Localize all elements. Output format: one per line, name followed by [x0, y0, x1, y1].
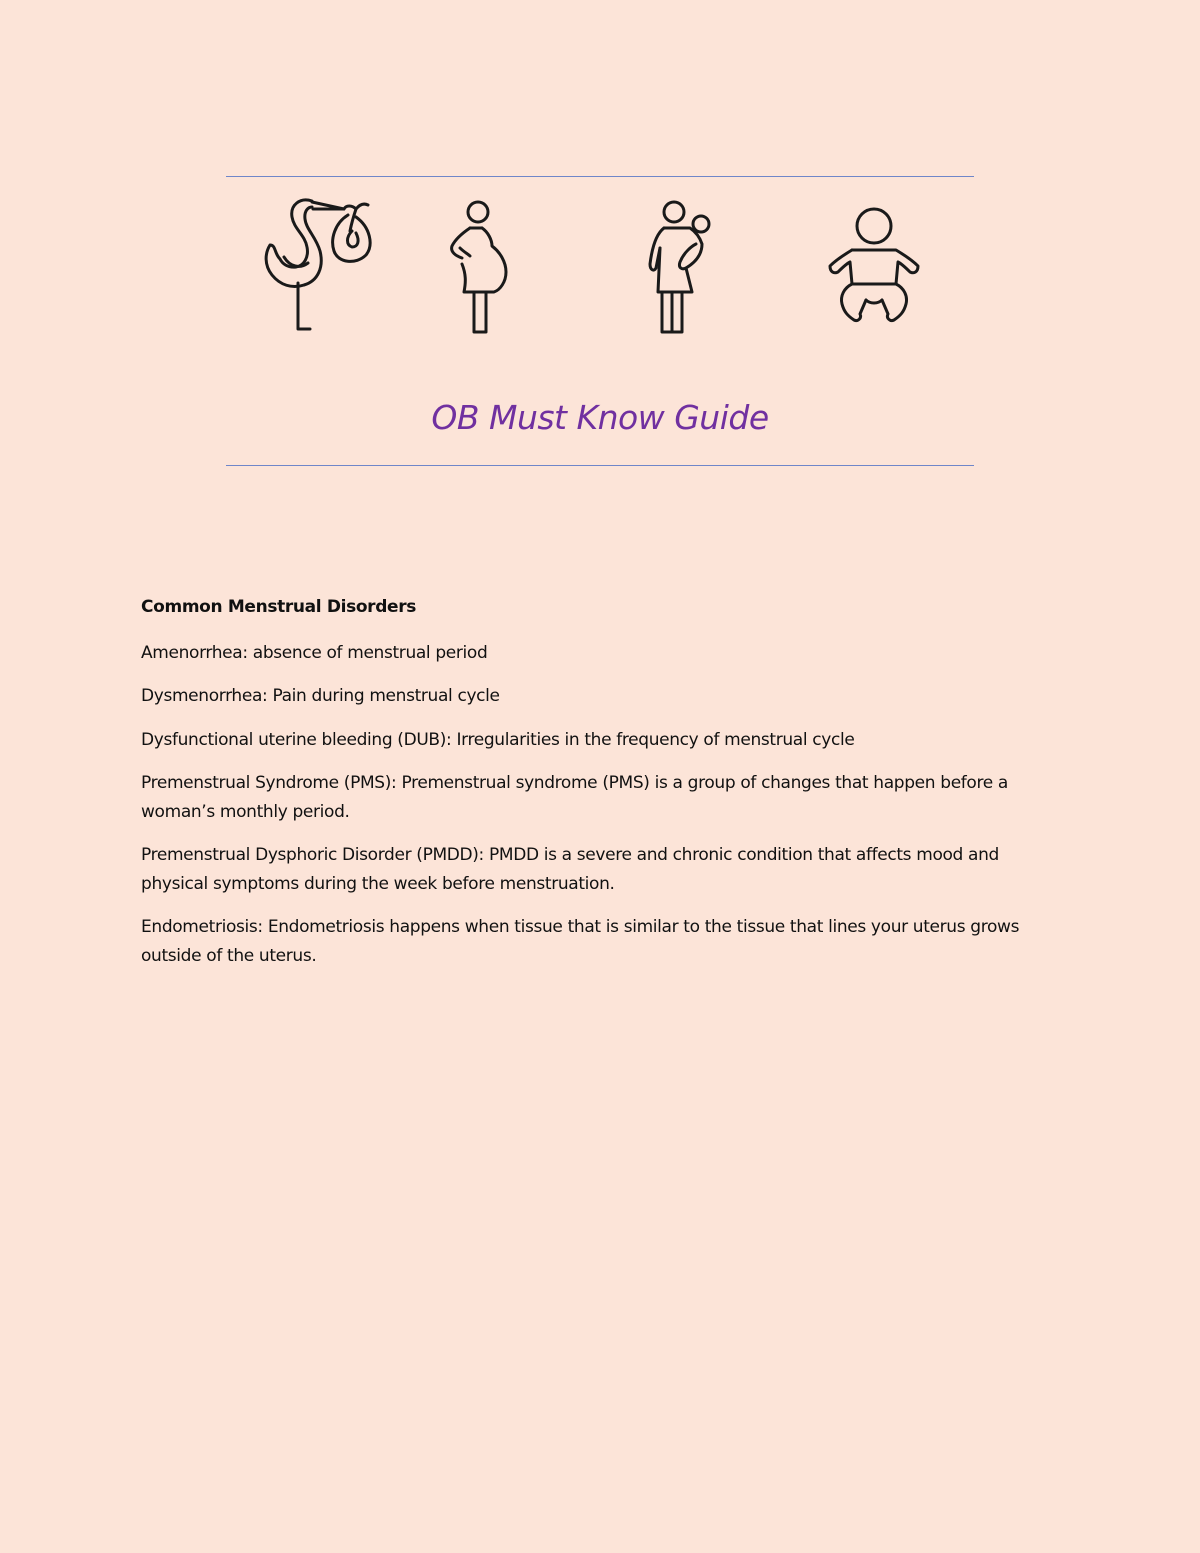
- mother-with-baby-icon: [640, 198, 720, 338]
- document-title: OB Must Know Guide: [431, 398, 769, 437]
- pregnant-woman-icon: [440, 198, 520, 338]
- disorder-entry-dub: Dysfunctional uterine bleeding (DUB): Irregularities in the frequency of menstrual cycle: [141, 729, 855, 750]
- section-heading: Common Menstrual Disorders: [141, 597, 417, 617]
- disorder-entry-dysmenorrhea: Dysmenorrhea: Pain during menstrual cycle: [141, 686, 500, 706]
- disorder-entry-endometriosis: Endometriosis: Endometriosis happens when tissue that is similar to the tissue that lines your uterus grows outside of the uterus.: [141, 917, 1020, 966]
- disorders-section: [141, 593, 1061, 985]
- baby-icon: [822, 204, 926, 330]
- stork-icon: [260, 195, 380, 340]
- top-divider: [226, 176, 974, 177]
- disorder-entry-pms: Premenstrual Syndrome (PMS): Premenstrual syndrome (PMS) is a group of changes that happen before a woman’s monthly period.: [141, 773, 1008, 822]
- disorder-entry-pmdd: Premenstrual Dysphoric Disorder (PMDD): PMDD is a severe and chronic condition that affects mood and physical symptoms during the week before menstruation.: [141, 845, 999, 894]
- disorder-entry-amenorrhea: Amenorrhea: absence of menstrual period: [141, 642, 488, 663]
- bottom-divider: [226, 465, 974, 466]
